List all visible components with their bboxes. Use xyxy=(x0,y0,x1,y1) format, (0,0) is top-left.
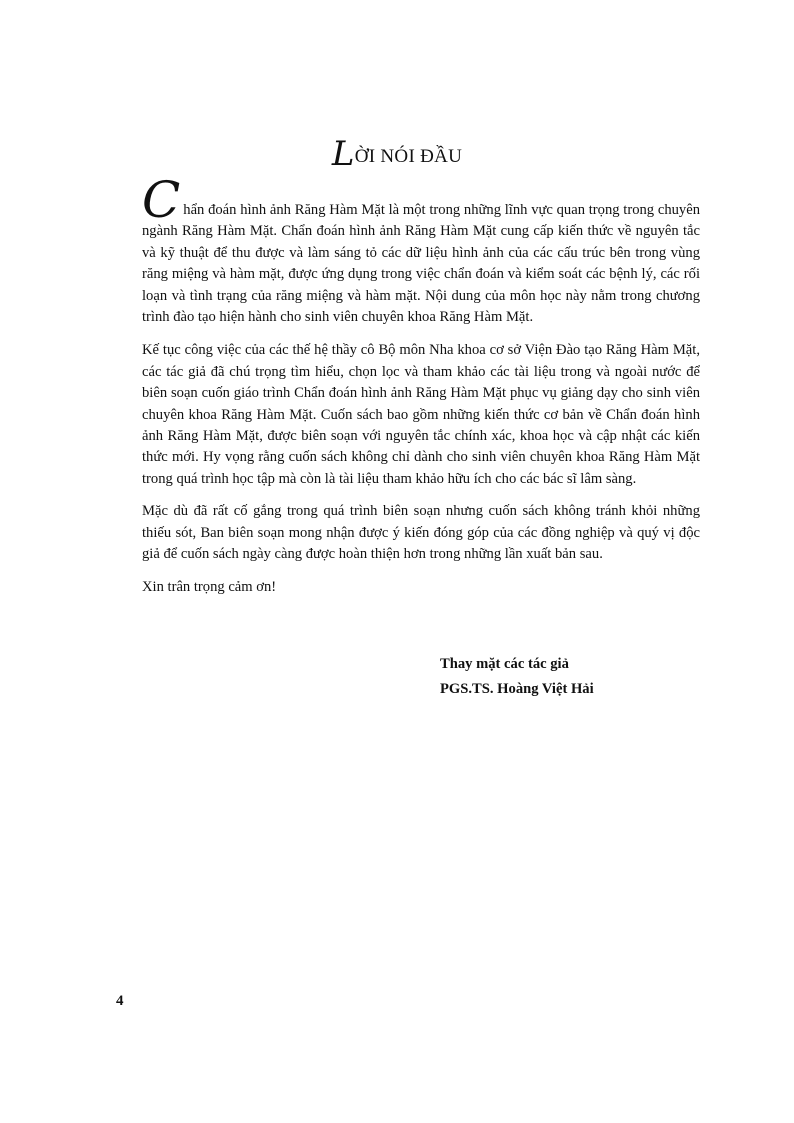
paragraph-1-text: hẩn đoán hình ảnh Răng Hàm Mặt là một trong những lĩnh vực quan trọng trong chuyên ngành Răng Hàm Mặt. Chẩn đoán hình ảnh Răng Hàm Mặt cung cấp kiến thức về nguyên tắc và kỹ thuật để thu được và làm sáng tỏ các dữ liệu hình ảnh của các cấu trúc bên trong vùng răng miệng và hàm mặt, được ứng dụng trong việc chẩn đoán và kiểm soát các bệnh lý, các rối loạn và tình trạng của răng miệng và hàm mặt. Nội dung của môn học này nằm trong chương trình đào tạo hiện hành cho sinh viên chuyên khoa Răng Hàm Mặt. xyxy=(142,202,700,326)
paragraph-4-thanks: Xin trân trọng cảm ơn! xyxy=(142,578,277,595)
title-text: ỜI NÓI ĐẦU xyxy=(354,146,463,167)
page-title xyxy=(0,136,794,175)
signature-name: PGS.TS. Hoàng Việt Hải xyxy=(440,681,594,697)
drop-cap-letter: C xyxy=(142,171,181,229)
page-number: 4 xyxy=(116,993,124,1009)
signature-role: Thay mặt các tác giả xyxy=(440,656,569,672)
title-initial-letter: L xyxy=(331,134,355,174)
paragraph-3: Mặc dù đã rất cố gắng trong quá trình biên soạn nhưng cuốn sách không tránh khỏi những thiếu sót, Ban biên soạn mong nhận được ý kiến đóng góp của các đồng nghiệp và quý vị độc giả để cuốn sách ngày càng được hoàn thiện hơn trong những lần xuất bản sau. xyxy=(142,503,700,563)
signature-block xyxy=(440,652,594,702)
preface-body xyxy=(142,171,700,609)
paragraph-2: Kế tục công việc của các thế hệ thầy cô Bộ môn Nha khoa cơ sở Viện Đào tạo Răng Hàm Mặt, các tác giả đã chú trọng tìm hiểu, chọn lọc và tham khảo các tài liệu trong và ngoài nước để biên soạn cuốn giáo trình Chẩn đoán hình ảnh Răng Hàm Mặt phục vụ giảng dạy cho sinh viên chuyên khoa Răng Hàm Mặt. Cuốn sách bao gồm những kiến thức cơ bản về Chẩn đoán hình ảnh Răng Hàm Mặt, được biên soạn với nguyên tắc chính xác, khoa học và cập nhật các kiến thức mới. Hy vọng rằng cuốn sách không chỉ dành cho sinh viên chuyên khoa Răng Hàm Mặt trong quá trình học tập mà còn là tài liệu tham khảo hữu ích cho các bác sĩ lâm sàng. xyxy=(142,342,700,487)
paragraph-1 xyxy=(142,171,700,328)
